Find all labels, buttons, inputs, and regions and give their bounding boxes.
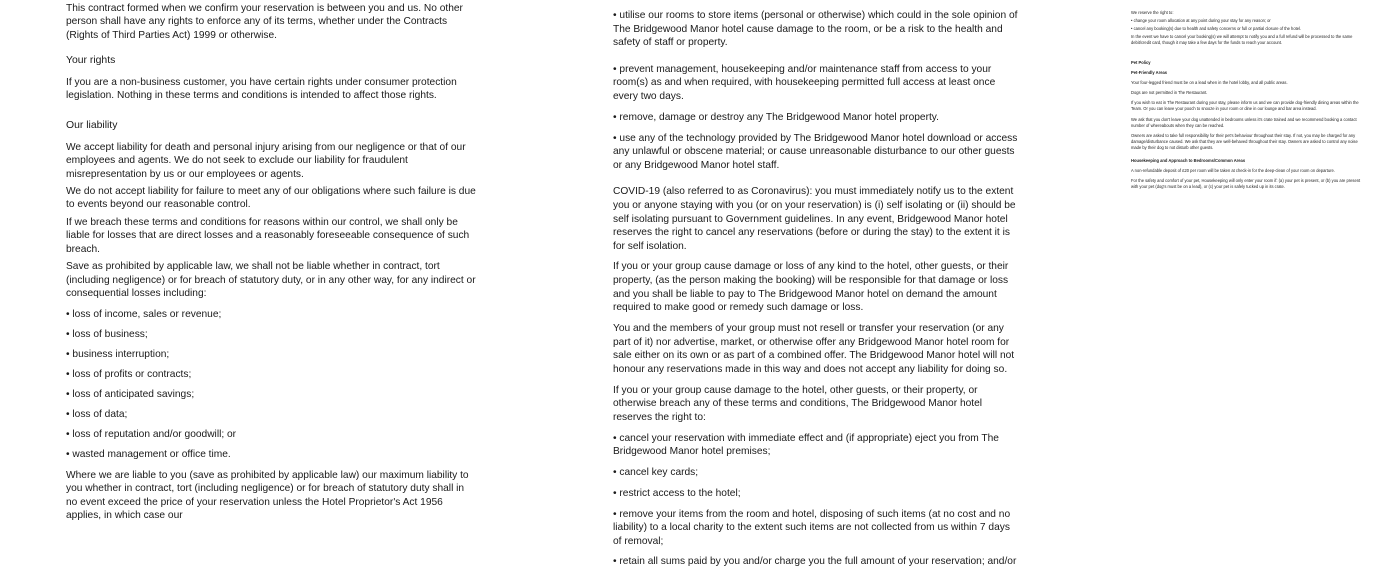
pet-unattended-rule: We ask that you don't leave your dog unattended in bedrooms unless it's crate trained and we recommend booking a contact number of whereabouts when they can be reached. [1131,116,1357,128]
pet-owner-responsibility: Owners are asked to take full responsibility for their pet's behaviour throughout their stay. If not, you may be charged for any damage/disturbance caused. We ask that they are well-behaved throughout their stay. Owners are asked to control any noise made by their dog to not disturb other guests. [1131,133,1358,151]
liability-events-beyond-control: We do not accept liability for failure to meet any of our obligations where such failure is due to events beyond our reasonable control. [66,186,476,211]
right-retain-sums: • retain all sums paid by you and/or charge you the full amount of your reservation; and/or [613,556,1017,568]
prohibited-damage-property: • remove, damage or destroy any The Bridgewood Manor hotel property. [613,111,939,123]
list-item: • wasted management or office time. [66,449,231,461]
list-item: • loss of reputation and/or goodwill; or [66,429,237,441]
prohibited-technology-use: • use any of the technology provided by The Bridgewood Manor hotel download or access any unlawful or obscene material; or cause unreasonable disturbance to our other guests or any Bridgewood Manor hotel staff. [613,132,1018,171]
list-item: • loss of anticipated savings; [66,389,195,401]
reserve-cancel-booking: • cancel any booking(s) due to health and safety concerns or full or partial closure of the hotel. [1131,26,1302,31]
housekeeping-entry-rule: For the safety and comfort of your pet, Housekeeping will only enter your room if: (a) your pet is present, or (b) you are present with your pet (dog's must be on a lead), or (c) your pet is safely tucked up in its crate. [1131,178,1361,190]
your-rights-text: If you are a non-business customer, you have certain rights under consumer protection legislation. Nothing in these terms and conditions is intended to affect those rights. [66,76,457,102]
your-rights-heading: Your rights [66,55,116,67]
list-item: • loss of income, sales or revenue; [66,309,222,321]
losses-list [66,308,478,461]
list-item: • loss of data; [66,409,128,421]
right-remove-items: • remove your items from the room and hotel, disposing of such items (at no cost and no liability) to a local charity to the extent such items are not collected from us within 7 days of removal; [613,508,1011,547]
damage-liability: If you or your group cause damage or loss of any kind to the hotel, other guests, or their property, (as the person making the booking) will be responsible for that damage or loss and you shall be liable to pay to The Bridgewood Manor hotel on demand the amount required to make good or remedy such damage or loss. [613,261,1009,314]
housekeeping-heading: Housekeeping and Approach to Bedrooms/Common Areas [1131,157,1246,163]
pet-policy-heading: Pet Policy [1131,60,1151,66]
resale-policy: You and the members of your group must not resell or transfer your reservation (or any part of it) nor advertise, market, or otherwise offer any Bridgewood Manor hotel room for sale either on its own or as part of a combined offer. The Bridgewood Manor hotel will not honour any reservations made in this way and does not accept any liability for doing so. [613,323,1015,375]
pet-dining-areas: If you wish to eat in The Restaurant during your stay, please inform us and we can provide dog-friendly dining areas within the Team. Or you can leave your pooch to snooze in your room or dine in our lounge and bar area instead. [1131,100,1359,112]
contract-intro: This contract formed when we confirm your reservation is between you and us. No other person shall have any rights to enforce any of its terms, whether under the Contracts (Rights of Third Parties Act) 1999 or otherwise. [66,3,463,41]
prohibited-prevent-access: • prevent management, housekeeping and/or maintenance staff from access to your room(s) as and when required, with housekeeping permitted full access at least once every two days. [613,63,996,102]
list-item: • business interruption; [66,349,170,361]
right-cancel-reservation: • cancel your reservation with immediate effect and (if appropriate) eject you from The Bridgewood Manor hotel premises; [613,432,999,458]
maximum-liability: Where we are liable to you (save as prohibited by applicable law) our maximum liability to you whether in contract, tort (including negligence) or for breach of statutory duty shall in no event exceed the price of your reservation unless the Hotel Proprietor's Act 1956 applies, in which case our [66,469,469,521]
covid-policy: COVID-19 (also referred to as Coronavirus): you must immediately notify us to the extent you or anyone staying with you (or on your reservation) is (i) self isolating or (ii) should be self isolating pursuant to Government guidelines. In any event, Bridgewood Manor hotel reserves the right to cancel any reservations (before or during the stay) to the extent it is for self isolation. [613,186,1016,252]
cancellation-refund: In the event we have to cancel your booking(s) we will attempt to notify you and a full refund will be processed to the same debit/credit card, though it may take a few days for the funds to reach your account. [1131,34,1353,46]
middle-column [613,0,1021,568]
reserve-room-allocation: • change your room allocation at any point during your stay for any reason; or [1131,18,1271,23]
liability-indirect-losses: Save as prohibited by applicable law, we shall not be liable whether in contract, tort (including negligence) or for breach of statutory duty, or in any other way, for any indirect or consequential losses including: [66,261,476,299]
liability-death-injury: We accept liability for death and personal injury arising from our negligence or that of our employees and agents. We do not seek to exclude our liability for fraudulent misrepresentation by us or our employees or agents. [66,141,466,180]
right-column [1131,0,1367,500]
housekeeping-deposit: A non-refundable deposit of £20 per room will be taken at check-in for the deep-clean of your room on departure. [1131,167,1335,173]
reserve-right-intro: We reserve the right to: [1131,10,1174,15]
list-item: • loss of profits or contracts; [66,369,192,381]
list-item: • loss of business; [66,329,148,341]
right-cancel-key-cards: • cancel key cards; [613,466,699,478]
breach-rights: If you or your group cause damage to the hotel, other guests, or their property, or otherwise breach any of these terms and conditions, The Bridgewood Manor hotel reserves the right to: [613,384,983,423]
our-liability-heading: Our liability [66,120,118,132]
pet-areas-heading: Pet-Friendly Areas [1131,69,1168,75]
pet-lead-rule: Your four-legged friend must be on a lead when in the hotel lobby, and all public areas. [1131,79,1288,85]
left-column [66,0,478,521]
pet-restaurant-rule: Dogs are not permitted in The Restaurant. [1131,90,1208,96]
prohibited-store-items: • utilise our rooms to store items (personal or otherwise) which could in the sole opinion of The Bridgewood Manor hotel cause damage to the room, or be a risk to the health and safety of staff or property. [613,10,1018,49]
liability-breach-losses: If we breach these terms and conditions for reasons within our control, we shall only be liable for losses that are direct losses and a reasonably foreseeable consequence of such breach. [66,216,470,255]
right-restrict-access: • restrict access to the hotel; [613,487,741,499]
